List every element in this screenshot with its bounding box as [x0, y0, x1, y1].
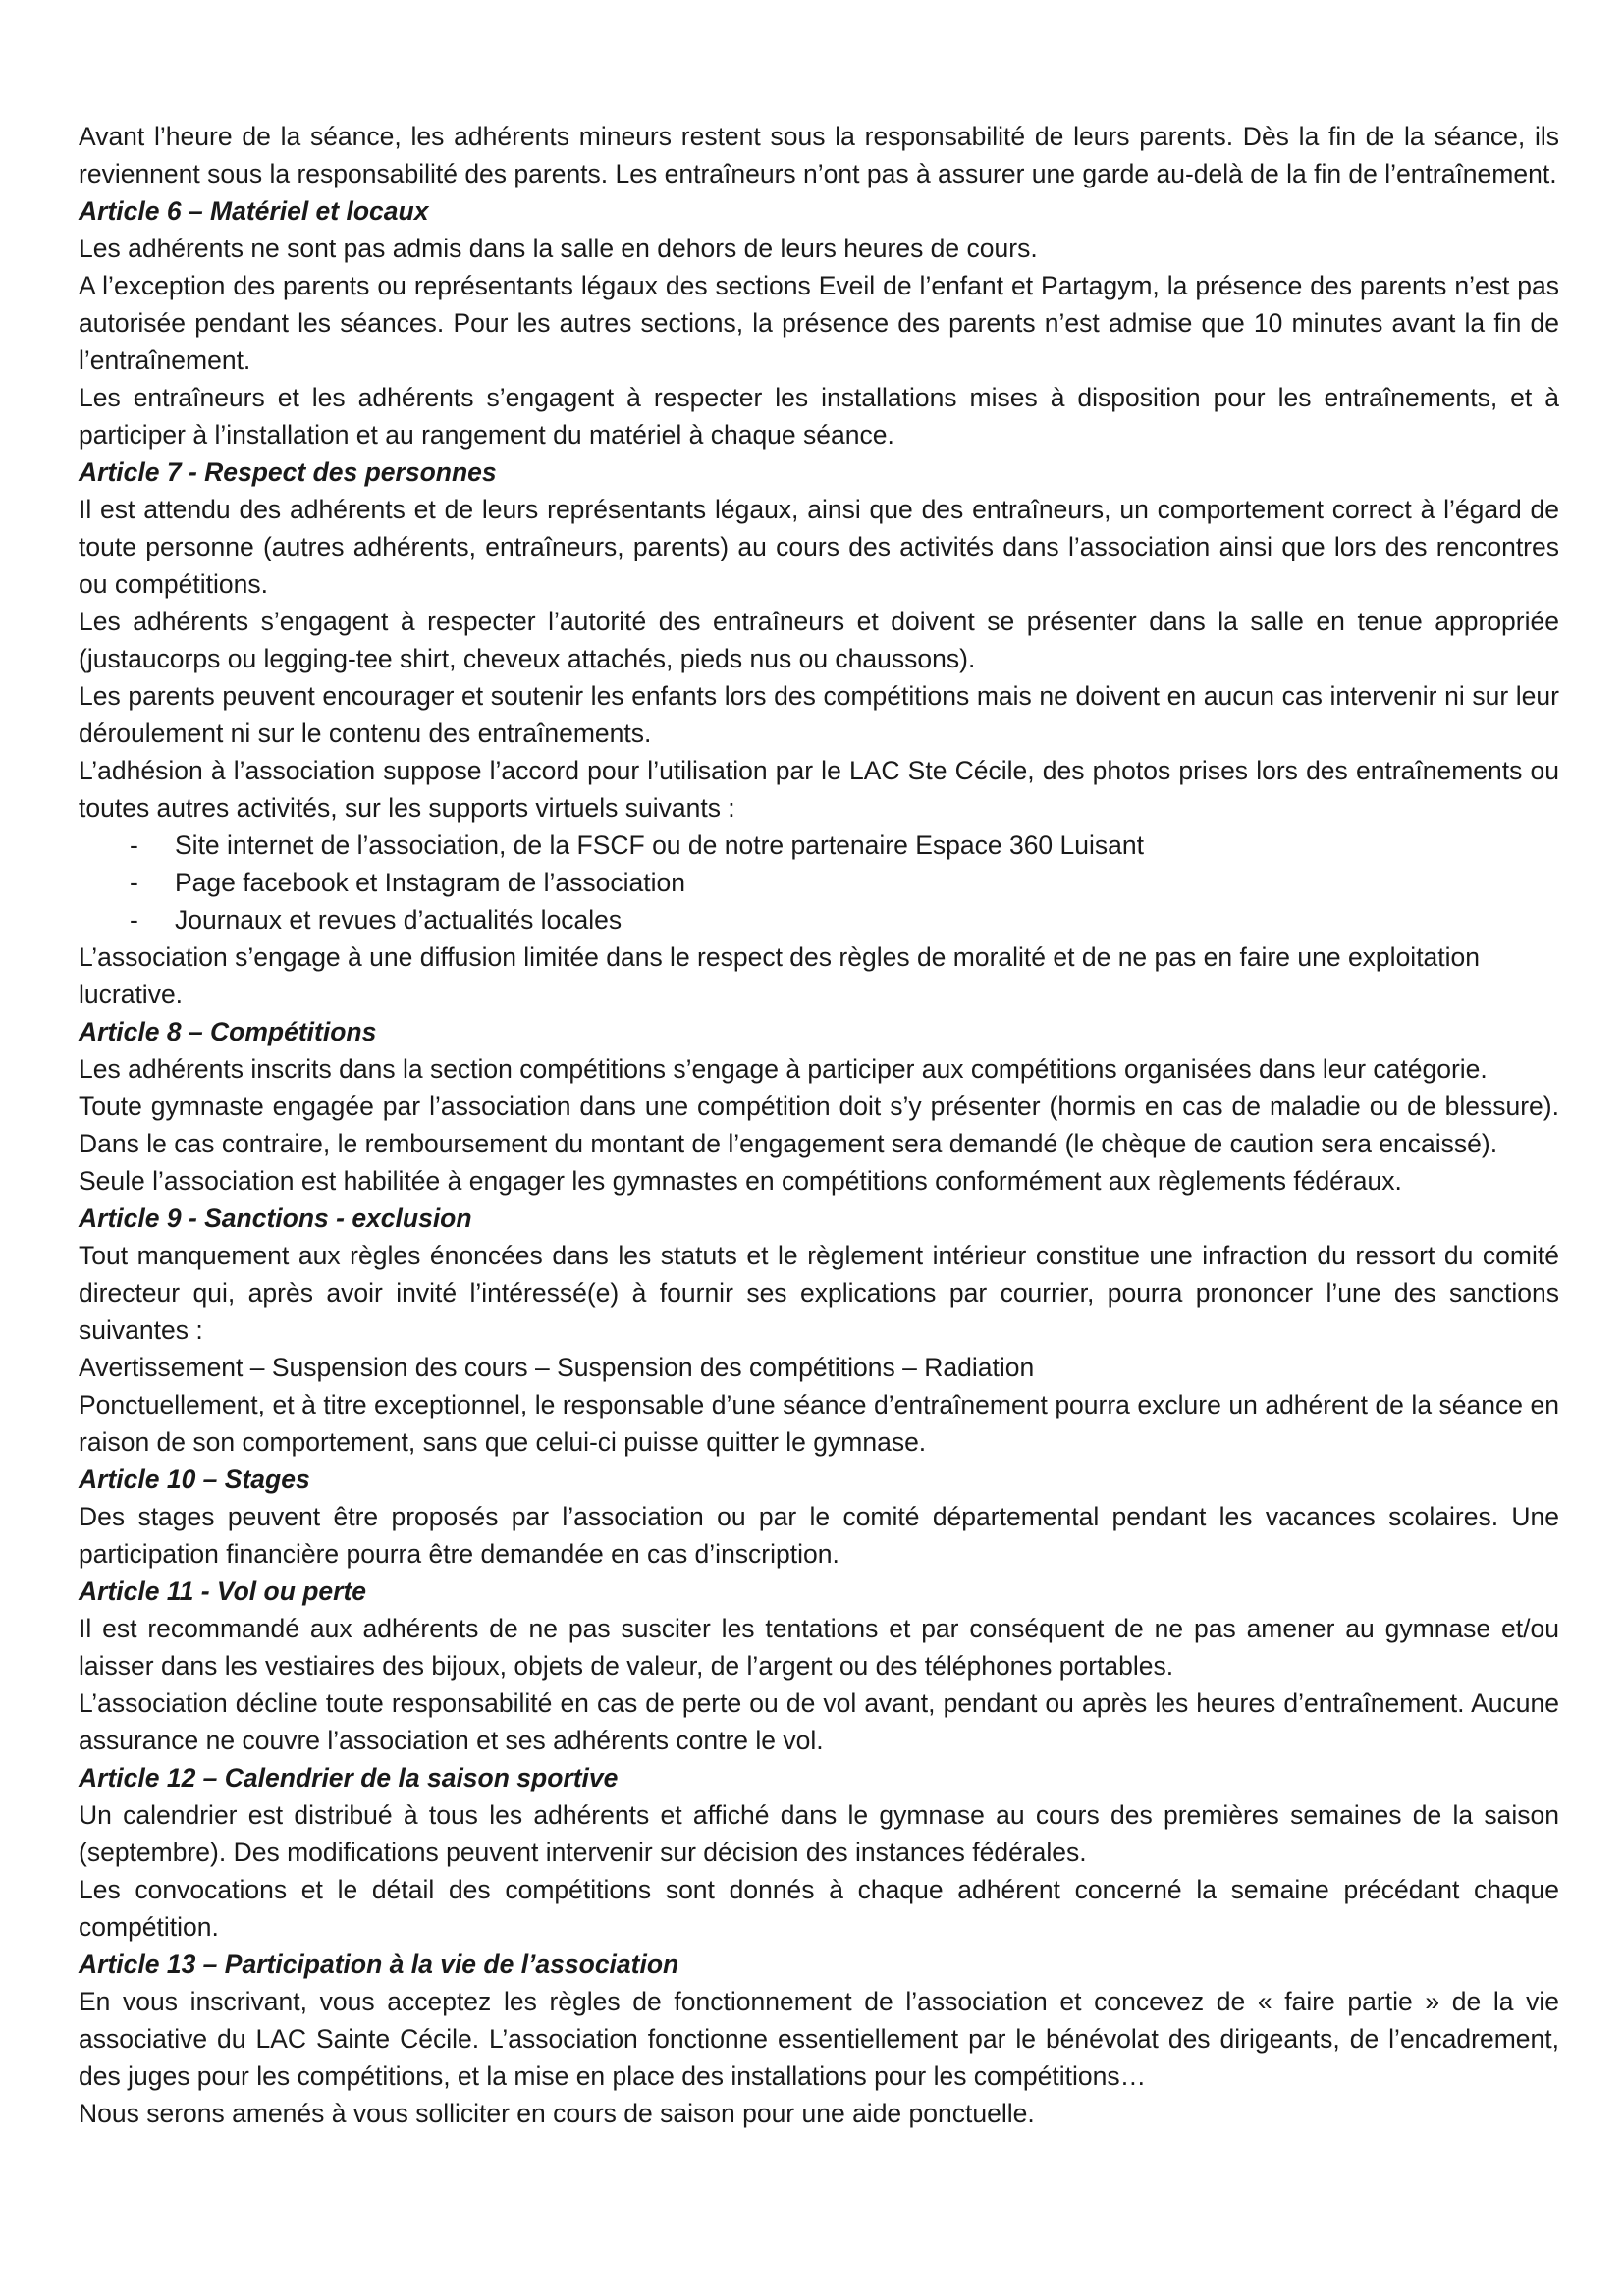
article-12-paragraph-2: Les convocations et le détail des compétitions sont donnés à chaque adhérent concerné la semaine précédant chaque compétition. — [79, 1875, 1559, 1942]
article-6-paragraph-2: A l’exception des parents ou représentants légaux des sections Eveil de l’enfant et Partagym, la présence des parents n’est pas autorisée pendant les séances. Pour les autres sections, la présence des parents n’est admise que 10 minutes avant la fin de l’entraînement. — [79, 271, 1559, 375]
article-7-paragraph-1: Il est attendu des adhérents et de leurs représentants légaux, ainsi que des entraîneurs, un comportement correct à l’égard de toute personne (autres adhérents, entraîneurs, parents) au cours des activités dans l’association ainsi que lors des rencontres ou compétitions. — [79, 495, 1559, 599]
article-12-paragraph-1: Un calendrier est distribué à tous les adhérents et affiché dans le gymnase au cours des premières semaines de la saison (septembre). Des modifications peuvent intervenir sur décision des instances fédérales. — [79, 1800, 1559, 1867]
article-7-paragraph-3: Les parents peuvent encourager et soutenir les enfants lors des compétitions mais ne doivent en aucun cas intervenir ni sur leur déroulement ni sur le contenu des entraînements. — [79, 681, 1559, 748]
article-7-paragraph-5: L’association s’engage à une diffusion limitée dans le respect des règles de moralité et de ne pas en faire une exploitation lucrative. — [79, 942, 1481, 1009]
article-7-paragraph-4: L’adhésion à l’association suppose l’accord pour l’utilisation par le LAC Ste Cécile, des photos prises lors des entraînements ou toutes autres activités, sur les supports virtuels suivants : — [79, 756, 1559, 823]
list-item-text: Site internet de l’association, de la FSCF ou de notre partenaire Espace 360 Luisant — [175, 830, 1144, 860]
list-item — [79, 901, 1559, 938]
article-12-title: Article 12 – Calendrier de la saison sportive — [79, 1763, 619, 1792]
article-8-title: Article 8 – Compétitions — [79, 1017, 377, 1046]
article-9-title: Article 9 - Sanctions - exclusion — [79, 1203, 472, 1233]
article-13-paragraph-1: En vous inscrivant, vous acceptez les règles de fonctionnement de l’association et concevez de « faire partie » de la vie associative du LAC Sainte Cécile. L’association fonctionne essentiellement par le bénévolat des dirigeants, de l’encadrement, des juges pour les compétitions, et la mise en place des installations pour les compétitions… — [79, 1987, 1559, 2091]
article-11-title: Article 11 - Vol ou perte — [79, 1576, 367, 1606]
article-13-title: Article 13 – Participation à la vie de l’association — [79, 1949, 679, 1979]
article-13-paragraph-2: Nous serons amenés à vous solliciter en cours de saison pour une aide ponctuelle. — [79, 2099, 1035, 2128]
document-page — [79, 118, 1559, 2132]
intro-paragraph: Avant l’heure de la séance, les adhérents mineurs restent sous la responsabilité de leurs parents. Dès la fin de la séance, ils reviennent sous la responsabilité des parents. Les entraîneurs n’ont pas à assurer une garde au-delà de la fin de l’entraînement. — [79, 122, 1559, 188]
list-item-text: Journaux et revues d’actualités locales — [175, 905, 623, 934]
article-8-paragraph-3: Seule l’association est habilitée à engager les gymnastes en compétitions conformément aux règlements fédéraux. — [79, 1166, 1402, 1196]
article-6-paragraph-1: Les adhérents ne sont pas admis dans la salle en dehors de leurs heures de cours. — [79, 234, 1038, 263]
article-9-paragraph-3: Ponctuellement, et à titre exceptionnel, le responsable d’une séance d’entraînement pourra exclure un adhérent de la séance en raison de son comportement, sans que celui-ci puisse quitter le gymnase. — [79, 1390, 1559, 1457]
article-8-paragraph-2: Toute gymnaste engagée par l’association dans une compétition doit s’y présenter (hormis en cas de maladie ou de blessure). Dans le cas contraire, le remboursement du montant de l’engagement sera demandé (le chèque de caution sera encaissé). — [79, 1092, 1559, 1158]
article-9-paragraph-2: Avertissement – Suspension des cours – Suspension des compétitions – Radiation — [79, 1353, 1035, 1382]
list-item-text: Page facebook et Instagram de l’association — [175, 868, 686, 897]
list-item — [79, 864, 1559, 901]
article-6-title: Article 6 – Matériel et locaux — [79, 196, 429, 226]
article-9-paragraph-1: Tout manquement aux règles énoncées dans les statuts et le règlement intérieur constitue une infraction du ressort du comité directeur qui, après avoir invité l’intéressé(e) à fournir ses explications par courrier, pourra prononcer l’une des sanctions suivantes : — [79, 1241, 1559, 1345]
article-6-paragraph-3: Les entraîneurs et les adhérents s’engagent à respecter les installations mises à disposition pour les entraînements, et à participer à l’installation et au rangement du matériel à chaque séance. — [79, 383, 1559, 450]
dash-bullet: - — [130, 905, 138, 934]
media-supports-list — [79, 827, 1559, 938]
list-item — [79, 827, 1559, 864]
article-10-title: Article 10 – Stages — [79, 1465, 310, 1494]
article-7-paragraph-2: Les adhérents s’engagent à respecter l’autorité des entraîneurs et doivent se présenter dans la salle en tenue appropriée (justaucorps ou legging-tee shirt, cheveux attachés, pieds nus ou chaussons). — [79, 607, 1559, 673]
article-11-paragraph-2: L’association décline toute responsabilité en cas de perte ou de vol avant, pendant ou après les heures d’entraînement. Aucune assurance ne couvre l’association et ses adhérents contre le vol. — [79, 1688, 1559, 1755]
article-8-paragraph-1: Les adhérents inscrits dans la section compétitions s’engage à participer aux compétitions organisées dans leur catégorie. — [79, 1054, 1488, 1084]
article-10-paragraph-1: Des stages peuvent être proposés par l’association ou par le comité départemental pendant les vacances scolaires. Une participation financière pourra être demandée en cas d’inscription. — [79, 1502, 1559, 1569]
dash-bullet: - — [130, 868, 138, 897]
dash-bullet: - — [130, 830, 138, 860]
article-11-paragraph-1: Il est recommandé aux adhérents de ne pas susciter les tentations et par conséquent de ne pas amener au gymnase et/ou laisser dans les vestiaires des bijoux, objets de valeur, de l’argent ou des téléphones portables. — [79, 1614, 1559, 1681]
article-7-title: Article 7 - Respect des personnes — [79, 457, 497, 487]
